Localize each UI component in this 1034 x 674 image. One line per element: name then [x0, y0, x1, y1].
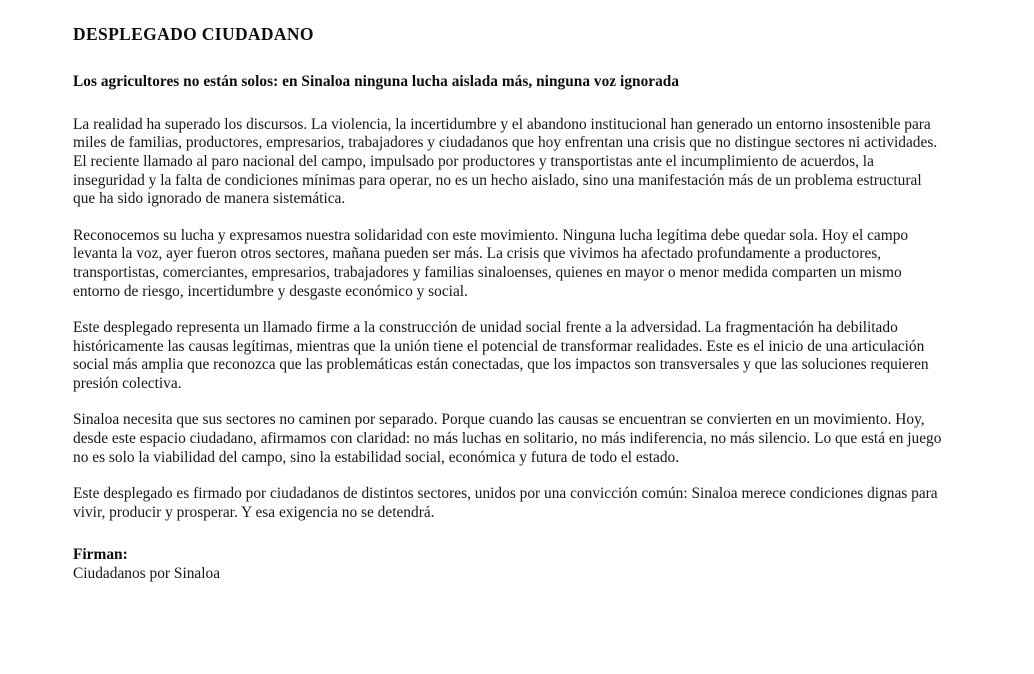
body-paragraph-5: Este desplegado es firmado por ciudadanos de distintos sectores, unidos por una convicción común: Sinaloa merece condiciones dignas para vivir, producir y prosperar. Y esa exigencia no se detendrá.: [73, 485, 938, 521]
signature-name: Ciudadanos por Sinaloa: [73, 565, 221, 583]
document-title: DESPLEGADO CIUDADANO: [73, 24, 314, 44]
body-paragraph-1: La realidad ha superado los discursos. La violencia, la incertidumbre y el abandono institucional han generado un entorno insostenible para miles de familias, productores, empresarios, trabajadores y ciudadanos que hoy enfrentan una crisis que no distingue sectores ni actividades. El reciente llamado al paro nacional del campo, impulsado por productores y transportistas ante el incumplimiento de acuerdos, la inseguridad y la falta de condiciones mínimas para operar, no es un hecho aislado, sino una manifestación más de un problema estructural que ha sido ignorado de manera sistemática.: [73, 115, 938, 208]
body-paragraph-2: Reconocemos su lucha y expresamos nuestra solidaridad con este movimiento. Ninguna lucha legítima debe quedar sola. Hoy el campo levanta la voz, ayer fueron otros sectores, mañana pueden ser más. La crisis que vivimos ha afectado profundamente a productores, transportistas, comerciantes, empresarios, trabajadores y familias sinaloenses, quienes en mayor o menor medida comparten un mismo entorno de riesgo, incertidumbre y desgaste económico y social.: [73, 226, 909, 300]
document-subtitle: Los agricultores no están solos: en Sinaloa ninguna lucha aislada más, ninguna voz ignorada: [73, 72, 680, 90]
body-paragraph-3: Este desplegado representa un llamado firme a la construcción de unidad social frente a la adversidad. La fragmentación ha debilitado históricamente las causas legítimas, mientras que la unión tiene el potencial de transformar realidades. Este es el inicio de una articulación social más amplia que reconozca que las problemáticas están conectadas, que los impactos son transversales y que las soluciones requieren presión colectiva.: [73, 319, 929, 392]
body-paragraph-4: Sinaloa necesita que sus sectores no caminen por separado. Porque cuando las causas se encuentran se convierten en un movimiento. Hoy, desde este espacio ciudadano, afirmamos con claridad: no más luchas en solitario, no más indiferencia, no más silencio. Lo que está en juego no es solo la viabilidad del campo, sino la estabilidad social, económica y futura de todo el estado.: [73, 411, 942, 466]
signature-label: Firman:: [73, 546, 128, 564]
signature-block: [73, 546, 947, 583]
